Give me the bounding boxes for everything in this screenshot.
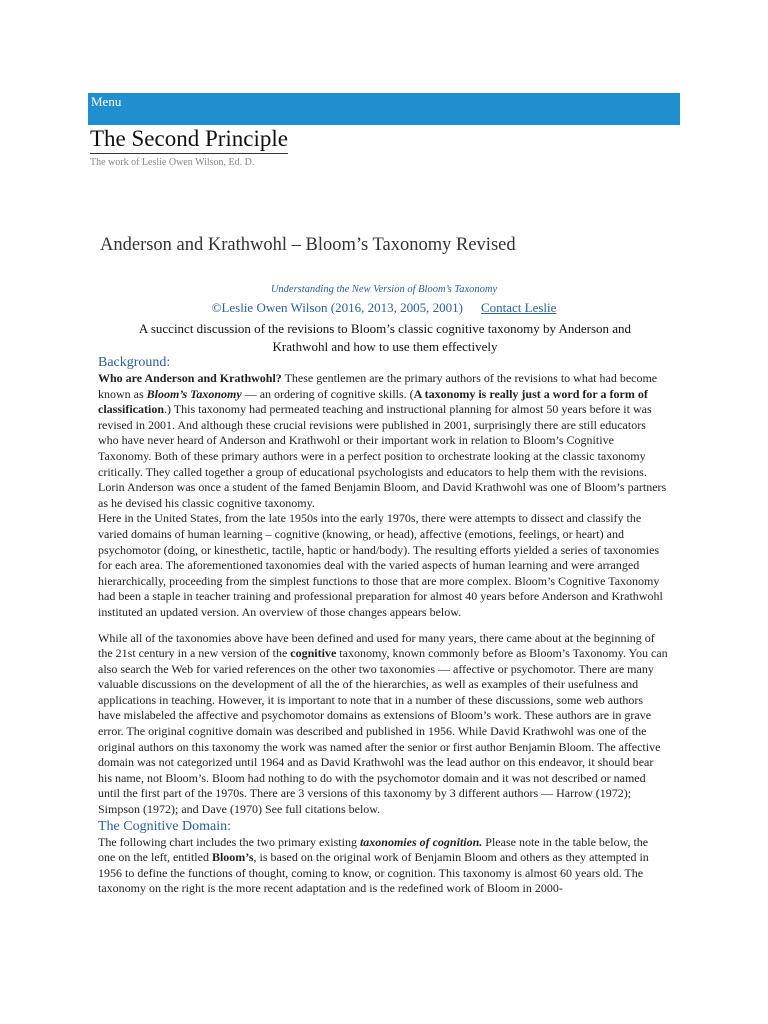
- cognitive-domain-heading: The Cognitive Domain:: [98, 818, 231, 834]
- p1-lead: Who are Anderson and Krathwohl?: [98, 371, 282, 385]
- menu-bar[interactable]: [88, 93, 680, 125]
- paragraph-4: [98, 835, 668, 897]
- p3-text-a: While all of the taxonomies above have been defined and used for many years, there came about at the beginning of the 21st century in a new version of the: [98, 630, 655, 661]
- blooms-taxonomy-term: Bloom’s Taxonomy: [146, 386, 242, 401]
- copyright-line: [0, 300, 768, 316]
- paragraph-1: [98, 371, 668, 511]
- article-intro: A succinct discussion of the revisions to Bloom’s classic cognitive taxonomy by Anderson and Krathwohl and how to use them effectively: [138, 321, 632, 354]
- site-title[interactable]: The Second Principle: [90, 125, 288, 154]
- p1-text-b: — an ordering of cognitive skills. (: [241, 386, 414, 401]
- paragraph-2: Here in the United States, from the late 1950s into the early 1970s, there were attempts to dissect and classify the varied domains of human learning – cognitive (knowing, or head), affective (emotions, feelings, or heart) and psychomotor (doing, or kinesthetic, tactile, haptic or hand/body). The resulting efforts yielded a series of taxonomies for each area. The aforementioned taxonomies deal with the varied aspects of human learning and were arranged hierarchically, proceeding from the simplest functions to those that are more complex. Bloom’s Cognitive Taxonomy had been a staple in teacher training and professional preparation for almost 40 years before Anderson and Krathwohl instituted an updated version. An overview of those changes appears below.: [98, 511, 663, 619]
- p1-bold: A taxonomy is really just a word for a form of classification: [98, 386, 648, 417]
- p4-text-a: The following chart includes the two primary existing: [98, 834, 360, 849]
- site-tagline: The work of Leslie Owen Wilson, Ed. D.: [90, 157, 255, 168]
- p3-bold: cognitive: [290, 646, 337, 661]
- article-body: [98, 354, 668, 897]
- copyright-text: ©Leslie Owen Wilson (2016, 2013, 2005, 2001): [211, 300, 463, 315]
- p4-bold: Bloom’s: [211, 850, 254, 865]
- paragraph-3: [98, 631, 668, 818]
- p1-text-a: These gentlemen are the primary authors of the revisions to what had become known as: [98, 371, 658, 401]
- p4-bold-italic: taxonomies of cognition.: [359, 834, 483, 849]
- article-subtitle: Understanding the New Version of Bloom’s Taxonomy: [270, 284, 498, 295]
- menu-button[interactable]: Menu: [91, 94, 122, 109]
- p3-text-b: taxonomy, known commonly before as Bloom’s Taxonomy. You can also search the Web for varied references on the other two taxonomies — affective or psychomotor. There are many valuable discussions on the development of all the of the hierarchies, as well as examples of their usefulness and applications in teaching. However, it is important to note that in a number of these discussions, some web authors have mislabeled the affective and psychomotor domains as extensions of Bloom’s work. These authors are in grave error. The original cognitive domain was described and published in 1956. While David Krathwohl was one of the original authors on this taxonomy the work was named after the senior or first author Benjamin Bloom. The affective domain was not categorized until 1964 and as David Krathwohl was the lead author on this endeavor, it should bear his name, not Bloom’s. Bloom had nothing to do with the psychomotor domain and it was not described or named until the first part of the 1970s. There are 3 versions of this taxonomy by 3 different authors — Harrow (1972); Simpson (1972); and Dave (1970) See full citations below.: [98, 646, 668, 817]
- p4-text-b: Please note in the table below, the one on the left, entitled: [98, 834, 649, 865]
- background-heading: Background:: [98, 355, 171, 370]
- article-title: Anderson and Krathwohl – Bloom’s Taxonomy Revised: [100, 235, 516, 255]
- p1-text-c: .) This taxonomy had permeated teaching and instructional planning for almost 50 years before it was revised in 2001. And although these crucial revisions were published in 2001, surprisingly there are still educators who have never heard of Anderson and Krathwohl or their important work in relation to Bloom’s Cognitive Taxonomy. Both of these primary authors were in a perfect position to orchestrate looking at the classic taxonomy critically. They called together a group of educational psychologists and educators to help them with the revisions. Lorin Anderson was once a student of the famed Benjamin Bloom, and David Krathwohl was one of Bloom’s partners as he devised his classic cognitive taxonomy.: [98, 402, 667, 510]
- p4-text-c: , is based on the original work of Benjamin Bloom and others as they attempted in 1956 to define the functions of thought, coming to know, or cognition. This taxonomy is almost 60 years old. The taxonomy on the right is the more recent adaptation and is the redefined work of Bloom in 2000-: [98, 850, 649, 896]
- contact-leslie-link[interactable]: Contact Leslie: [480, 300, 557, 315]
